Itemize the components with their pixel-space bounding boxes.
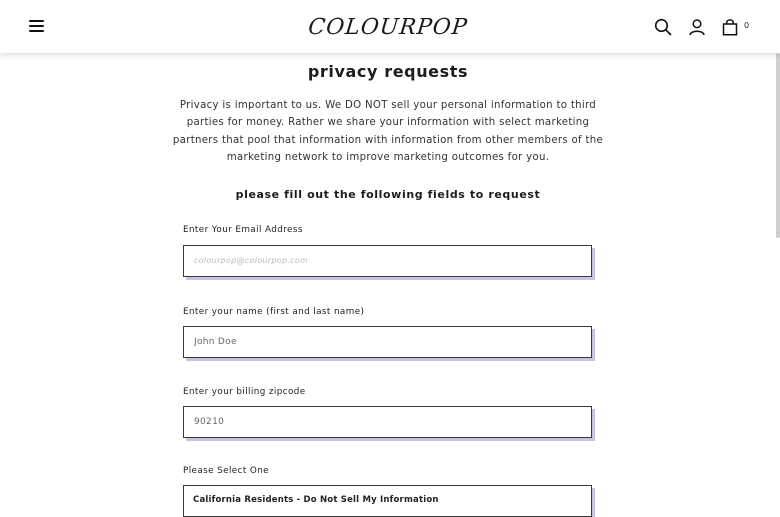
cart-count-badge[interactable]: 0 [744,21,750,30]
zipcode-field-wrapper [183,406,592,438]
name-label: Enter your name (first and last name) [183,307,365,317]
privacy-intro-text: Privacy is important to us. We DO NOT sell your personal information to third parties for money. Rather we share your information with select marketing partners that pool that information with information from other members of the marketing network to improve marketing outcomes for you. [172,100,604,163]
request-type-select[interactable] [183,485,592,517]
site-header [0,0,780,53]
email-field-wrapper [183,245,592,277]
email-label: Enter Your Email Address [183,225,303,235]
zipcode-label: Enter your billing zipcode [183,387,306,397]
zipcode-field[interactable] [184,407,591,437]
request-type-label: Please Select One [183,466,269,476]
name-field[interactable] [184,327,591,357]
request-type-selected: California Residents - Do Not Sell My Information [193,495,439,505]
shopping-bag-icon[interactable] [722,18,738,36]
page-scrollbar[interactable] [776,53,780,238]
search-icon[interactable] [654,18,672,36]
form-subtitle: please fill out the following fields to request [235,188,541,201]
account-icon[interactable] [688,18,706,36]
hamburger-icon[interactable] [29,20,44,33]
email-field[interactable] [184,246,591,276]
name-field-wrapper [183,326,592,358]
colourpop-logo[interactable]: COLOURPOP [307,14,469,40]
page-title: privacy requests [307,62,469,81]
